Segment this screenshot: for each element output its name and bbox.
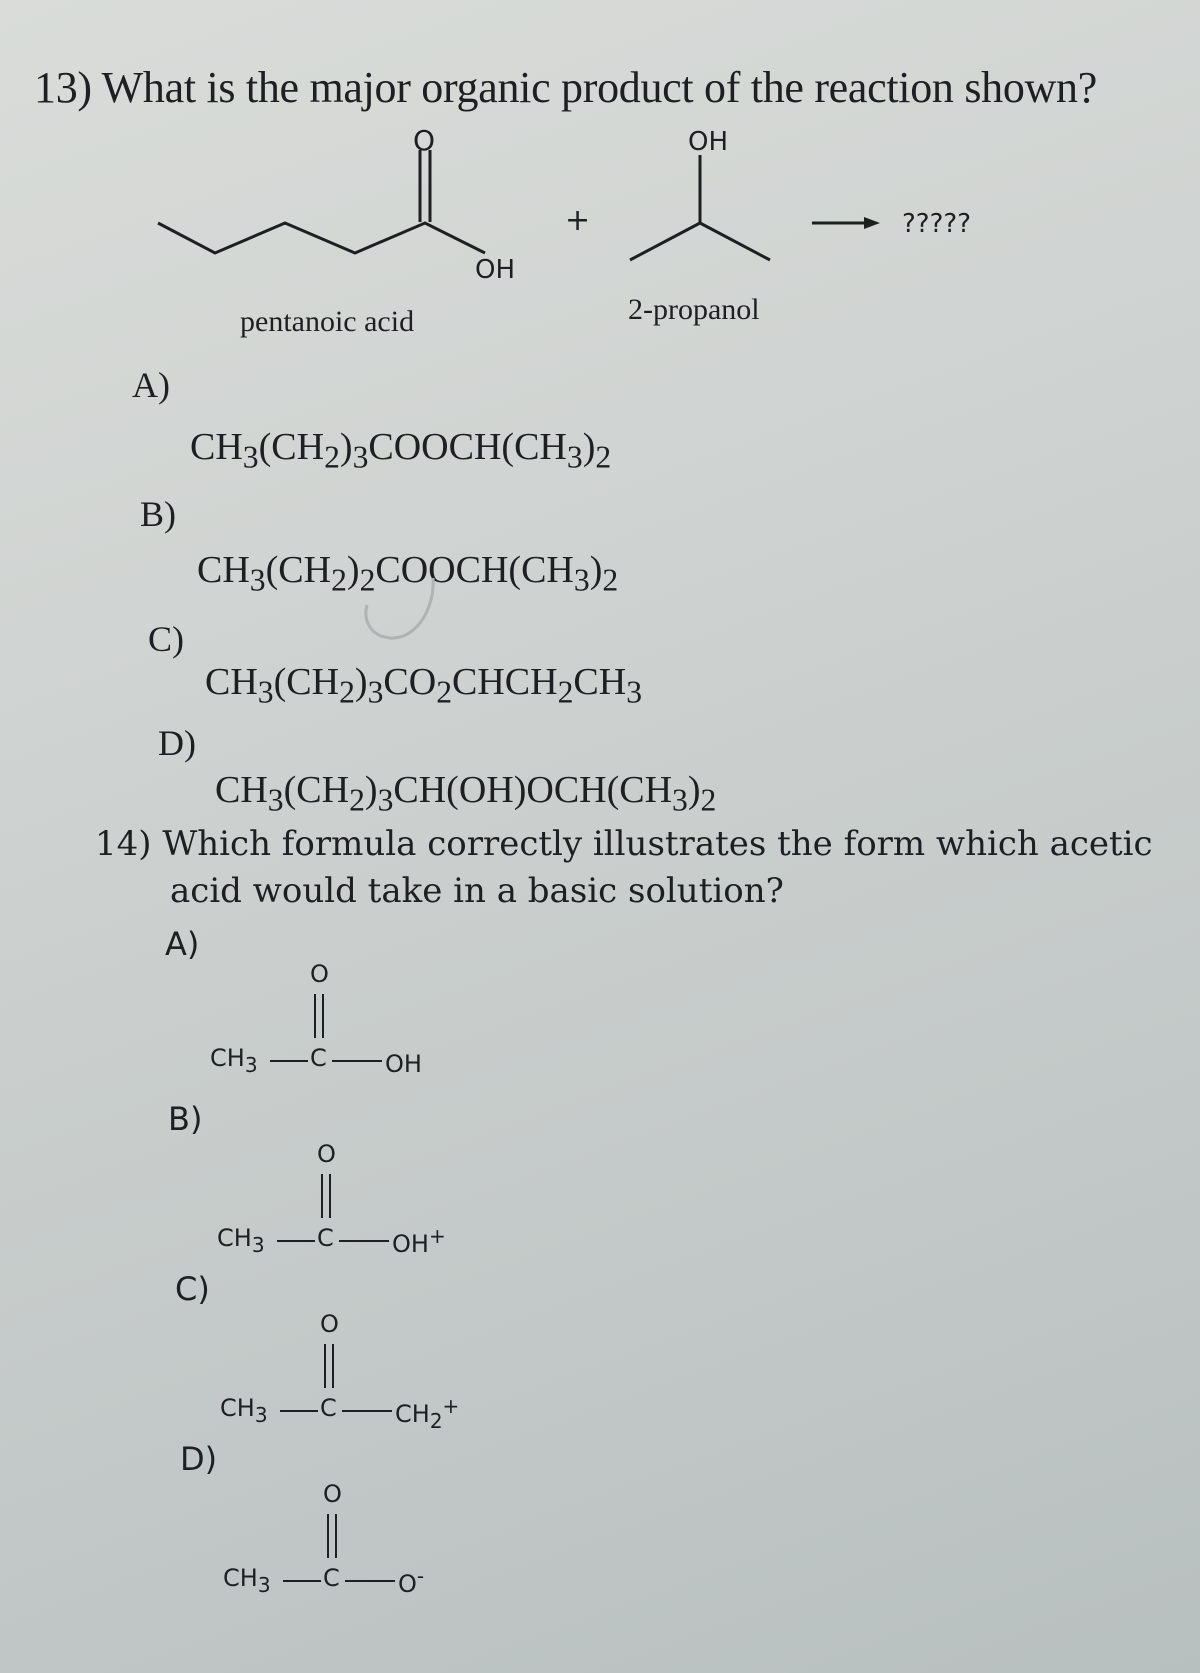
q13-option-c-letter[interactable]: C) [148,619,184,659]
reaction-scheme [0,120,1200,350]
q14-option-a-letter[interactable]: A) [165,925,200,963]
q13-option-b-letter[interactable]: B) [140,494,176,534]
q13-option-d-formula[interactable]: $CH_3(CH_2)_3CH(OH)OCH(CH_3)_2$ [215,769,717,818]
question-13-text: 13) What is the major organic product of the reaction shown? [34,63,1097,112]
q13-option-d-letter[interactable]: D) [158,723,196,763]
propanol-label: 2-propanol [628,293,760,326]
acid-hydroxyl-label: OH [475,255,516,285]
q14-option-d-structure[interactable]: O $CH_3$ C O- [223,1480,425,1598]
alcohol-hydroxyl-label: OH [688,127,729,157]
pentanoic-acid-label: pentanoic acid [240,305,415,338]
plus-sign: + [565,203,591,238]
pentanoic-acid-structure [158,150,485,253]
reaction-arrow [812,217,880,229]
propanol-structure [630,155,770,260]
q14-option-c-letter[interactable]: C) [175,1270,210,1308]
q14-option-d-letter[interactable]: D) [180,1440,218,1478]
q14-option-c-structure[interactable]: O $CH_3$ C $CH_2^+$ [220,1310,460,1433]
q13-option-b-formula[interactable]: $CH_3(CH_2)_2COOCH(CH_3)_2$ [197,549,619,598]
q14-option-b-letter[interactable]: B) [168,1100,203,1138]
q13-option-a-formula[interactable]: $CH_3(CH_2)_3COOCH(CH_3)_2$ [190,426,612,475]
carbonyl-oxygen-label: O [413,124,436,157]
q14-option-b-structure[interactable]: O $CH_3$ C OH+ [217,1140,446,1258]
q13-option-c-formula[interactable]: $CH_3(CH_2)_3CO_2CHCH_2CH_3$ [205,661,643,710]
question-14-line-1: 14) Which formula correctly illustrates the form which acetic [95,824,1153,864]
pencil-circle-mark [355,570,445,650]
product-placeholder: ????? [902,209,971,239]
q14-option-a-structure[interactable]: O $CH_3$ C OH [210,960,422,1078]
q13-option-a-letter[interactable]: A) [132,365,170,405]
question-14-line-2: acid would take in a basic solution? [170,871,784,911]
